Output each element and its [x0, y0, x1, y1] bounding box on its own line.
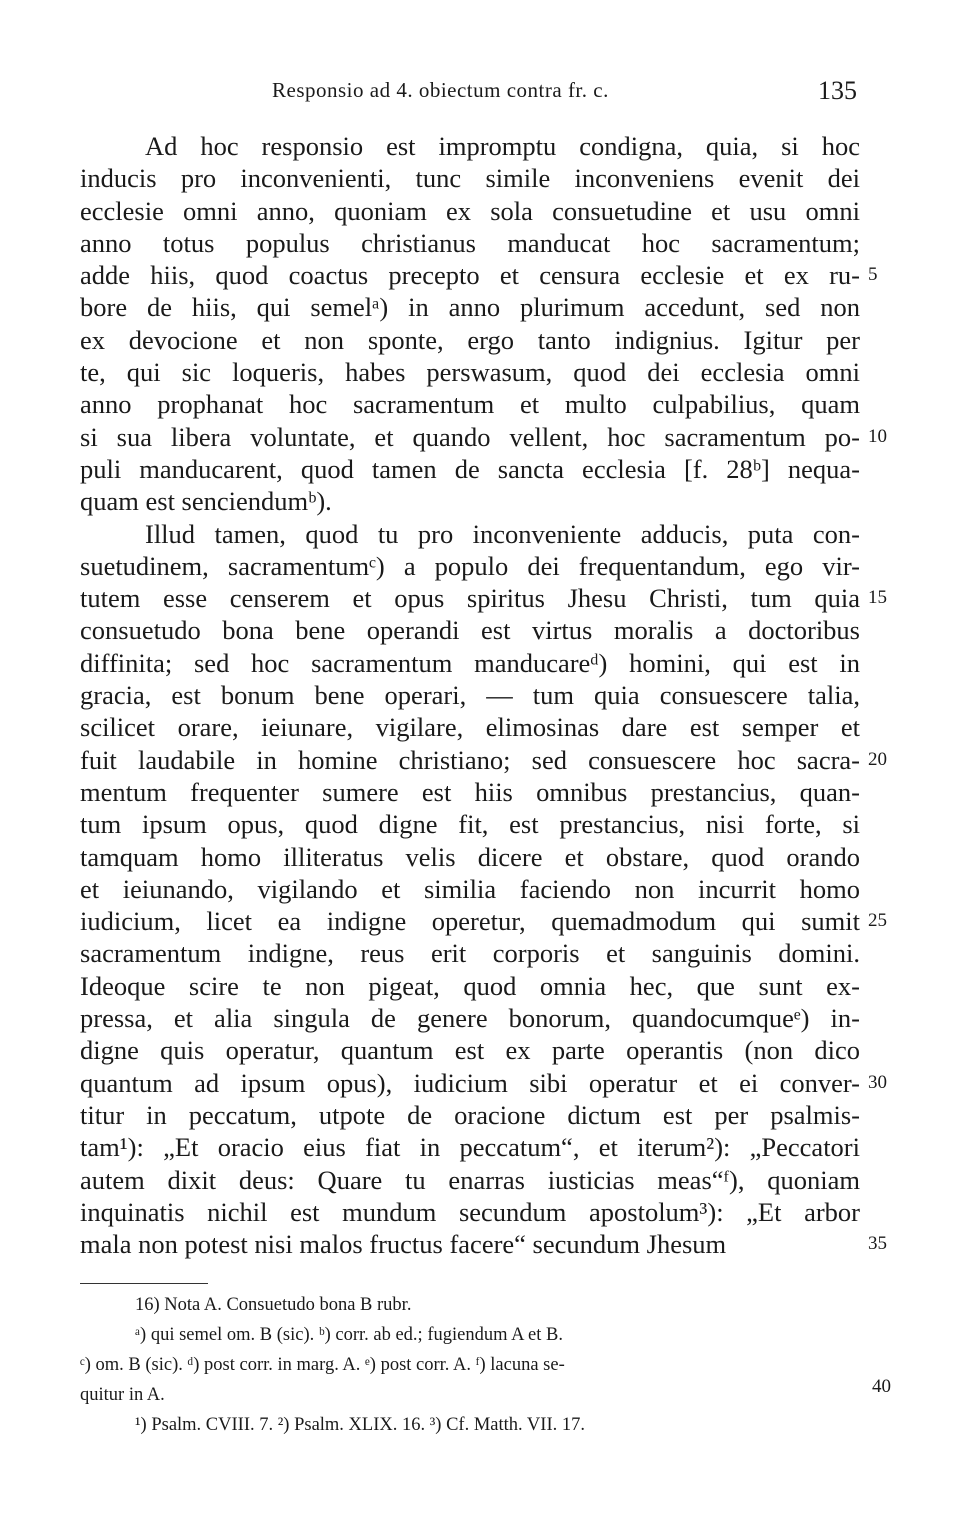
line-number: 35: [868, 1233, 887, 1255]
line-number-40: 40: [872, 1376, 891, 1397]
text-line: bore de hiis, qui semelᵃ) in anno plurimum accedunt, sed non: [80, 292, 860, 323]
text-line: et ieiunando, vigilando et similia faciendo non incurrit homo: [80, 873, 860, 904]
text-line: mala non potest nisi malos fructus facere“ secundum Jhesum: [80, 1229, 727, 1260]
text-line: Ideoque scire te non pigeat, quod omnia hec, que sunt ex-: [80, 970, 860, 1001]
line-number: 10: [868, 425, 887, 447]
text-line: inquinatis nichil est mundum secundum apostolum³): „Et arbor: [80, 1196, 860, 1227]
text-line: fuit laudabile in homine christiano; sed consuescere hoc sacra-: [80, 744, 860, 775]
text-line: tum ipsum opus, quod digne fit, est prestancius, nisi forte, si: [80, 809, 860, 840]
text-line: ex devocione et non sponte, ergo tanto indignius. Igitur per: [80, 324, 860, 355]
text-line: tamquam homo illiteratus velis dicere et obstare, quod orando: [80, 841, 860, 872]
main-text: [80, 130, 860, 1260]
text-line: gracia, est bonum bene operari, — tum quia consuescere talia,: [80, 680, 860, 711]
line-number: 25: [868, 910, 887, 932]
text-line: Ad hoc responsio est impromptu condigna, quia, si hoc: [145, 131, 860, 161]
page-number: 135: [818, 76, 857, 105]
footnote-a-b: ᵃ) qui semel om. B (sic). ᵇ) corr. ab ed.; fugiendum A et B.: [135, 1325, 563, 1345]
text-line: pressa, et alia singula de genere bonorum, quandocumqueᵉ) in-: [80, 1003, 860, 1034]
text-line: te, qui sic loqueris, habes perswasum, quod dei ecclesia omni: [80, 357, 860, 388]
text-line: anno prophanat hoc sacramentum et multo culpabilius, quam: [80, 389, 860, 420]
text-line: quam est senciendumᵇ).: [80, 486, 332, 517]
text-line: sacramentum indigne, reus erit corporis et sanguinis domini.: [80, 938, 860, 969]
text-line: consuetudo bona bene operandi est virtus moralis a doctoribus: [80, 615, 860, 646]
text-line: Illud tamen, quod tu pro inconveniente adducis, puta con-: [145, 518, 860, 549]
footnote-f-tail: quitur in A.: [80, 1385, 165, 1405]
text-line: si sua libera voluntate, et quando vellent, hoc sacramentum po-: [80, 421, 860, 452]
text-line: adde hiis, quod coactus precepto et censura ecclesie et ex ru-: [80, 260, 860, 291]
footnotes: [80, 1290, 860, 1440]
text-line: titur in peccatum, utpote de oracione dictum est per psalmis-: [80, 1099, 860, 1130]
line-number: 30: [868, 1071, 887, 1093]
footnote-sources: ¹) Psalm. CVIII. 7. ²) Psalm. XLIX. 16. ³) Cf. Matth. VII. 17.: [135, 1415, 585, 1435]
text-line: autem dixit deus: Quare tu enarras iusticias meas“ᶠ), quoniam: [80, 1164, 860, 1195]
text-line: tam¹): „Et oracio eius fiat in peccatum“, et iterum²): „Peccatori: [80, 1132, 860, 1163]
footnote-rule: [80, 1283, 208, 1284]
text-line: mentum frequenter sumere est hiis omnibus prestancius, quan-: [80, 776, 860, 807]
text-line: suetudinem, sacramentumᶜ) a populo dei frequentandum, ego vir-: [80, 550, 860, 581]
text-line: anno totus populus christianus manducat hoc sacramentum;: [80, 227, 860, 258]
footnote-16: 16) Nota A. Consuetudo bona B rubr.: [135, 1295, 412, 1315]
text-line: puli manducarent, quod tamen de sancta ecclesia [f. 28ᵇ] nequa-: [80, 453, 860, 484]
text-line: digne quis operatur, quantum est ex parte operantis (non dico: [80, 1035, 860, 1066]
footnote-c-f: ᶜ) om. B (sic). ᵈ) post corr. in marg. A. ᵉ) post corr. A. ᶠ) lacuna se-: [80, 1355, 565, 1375]
running-title: Responsio ad 4. obiectum contra fr. c.: [272, 78, 609, 102]
line-number: 15: [868, 587, 887, 609]
line-number: 5: [868, 264, 878, 286]
line-number: 20: [868, 748, 887, 770]
text-line: diffinita; sed hoc sacramentum manducareᵈ) homini, qui est in: [80, 647, 860, 678]
text-line: scilicet orare, ieiunare, vigilare, elimosinas dare est semper et: [80, 712, 860, 743]
text-line: iudicium, licet ea indigne operetur, quemadmodum qui sumit: [80, 906, 860, 937]
text-line: inducis pro inconvenienti, tunc simile inconveniens evenit dei: [80, 163, 860, 194]
text-line: quantum ad ipsum opus), iudicium sibi operatur et ei conver-: [80, 1067, 860, 1098]
text-line: ecclesie omni anno, quoniam ex sola consuetudine et usu omni: [80, 195, 860, 226]
text-line: tutem esse censerem et opus spiritus Jhesu Christi, tum quia: [80, 583, 860, 614]
